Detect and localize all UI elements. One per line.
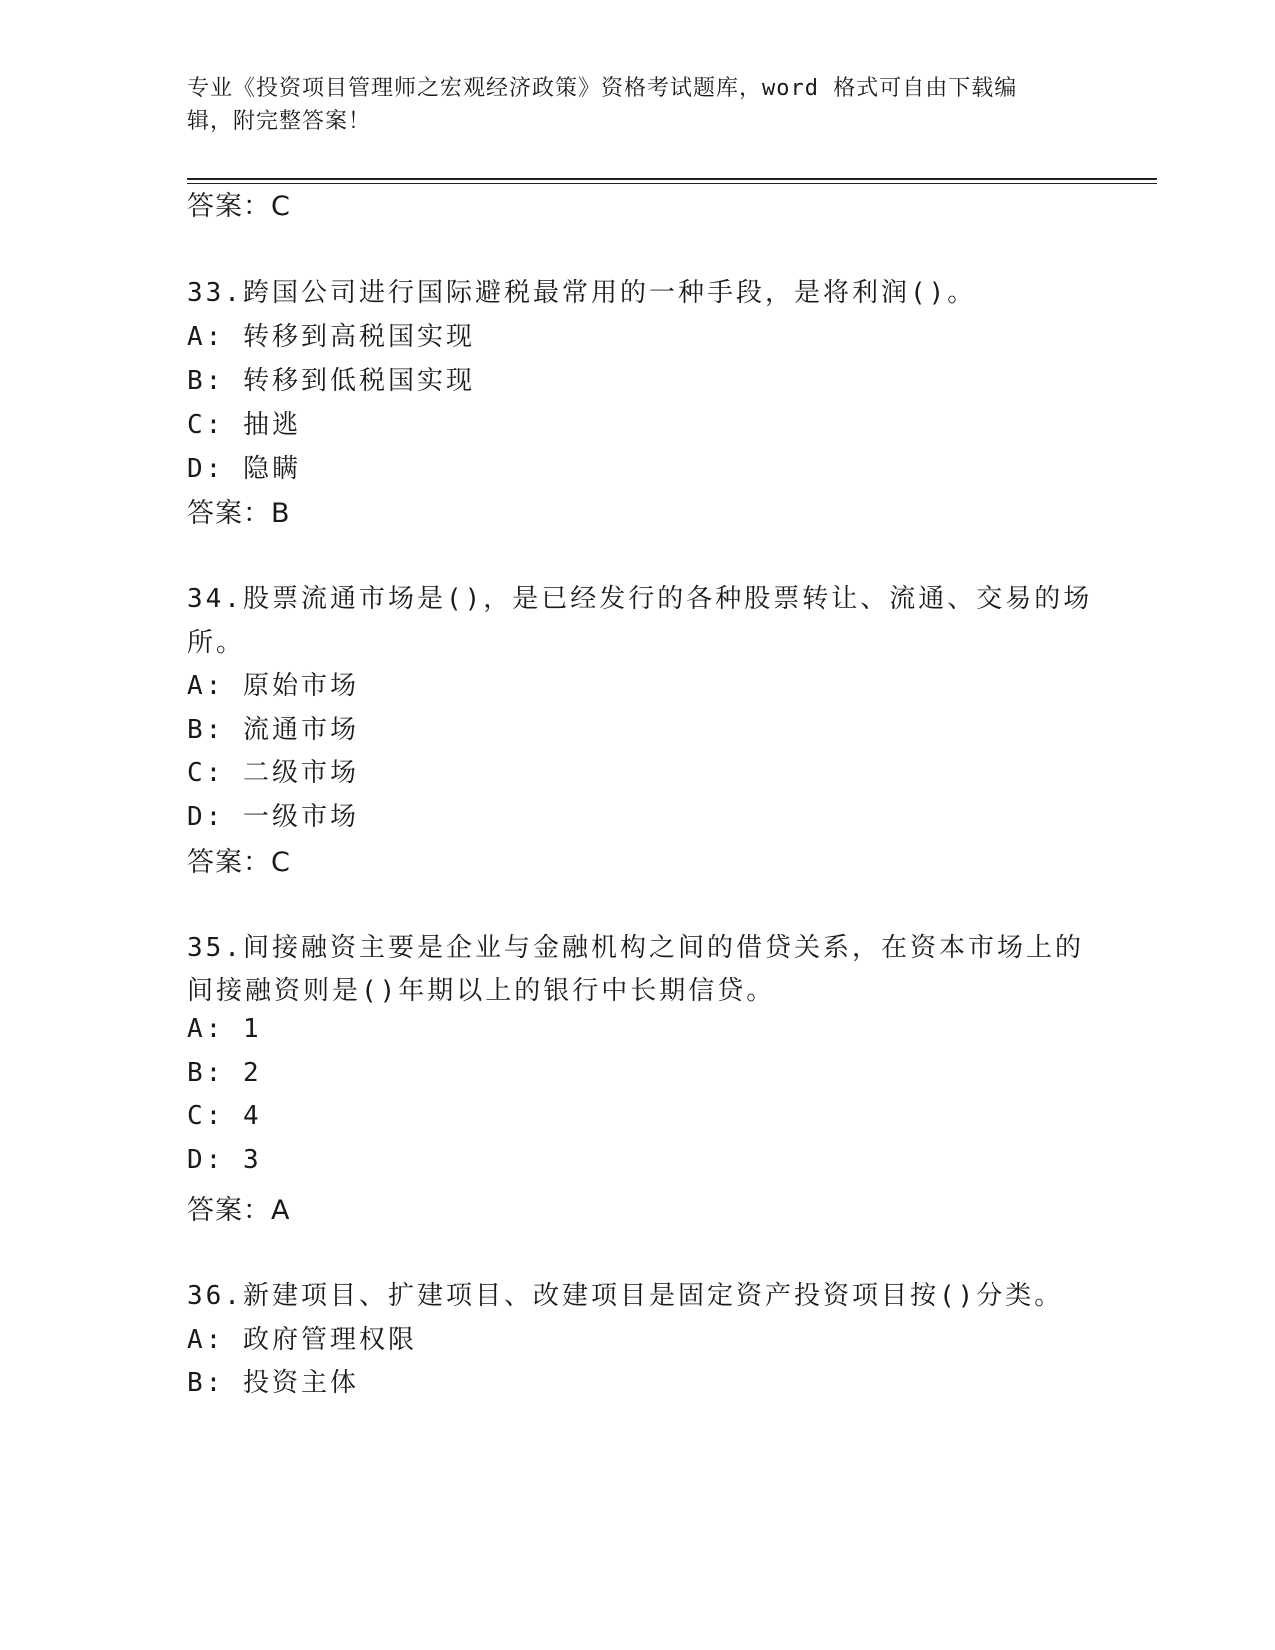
header-line-1: 专业《投资项目管理师之宏观经济政策》资格考试题库，word 格式可自由下载编 [187,76,1018,101]
question-36-option-a: A: 政府管理权限 [187,1325,417,1355]
document-header [187,72,1067,138]
question-33-option-a: A: 转移到高税国实现 [187,322,475,352]
question-35-stem-line-1: 35.间接融资主要是企业与金融机构之间的借贷关系，在资本市场上的 [187,933,1084,963]
header-line-2: 辑，附完整答案！ [187,109,372,134]
question-35-option-c: C: 4 [187,1101,262,1131]
question-34-option-c: C: 二级市场 [187,758,359,788]
header-rule [187,178,1157,180]
question-34-stem-line-1: 34.股票流通市场是()，是已经发行的各种股票转让、流通、交易的场 [187,584,1093,614]
question-35-stem-line-2: 间接融资则是()年期以上的银行中长期信贷。 [187,976,776,1006]
answer-32: 答案：C [187,191,291,222]
question-35-option-b: B: 2 [187,1058,262,1088]
question-34-option-a: A: 原始市场 [187,671,359,701]
answer-33: 答案：B [187,498,291,529]
answer-35: 答案：A [187,1195,291,1226]
question-34-option-b: B: 流通市场 [187,715,359,745]
question-35-option-a: A: 1 [187,1014,262,1044]
question-33-option-b: B: 转移到低税国实现 [187,366,475,396]
question-34-stem-line-2: 所。 [187,628,246,658]
question-34-option-d: D: 一级市场 [187,802,359,832]
question-33-option-c: C: 抽逃 [187,410,301,440]
question-33-option-d: D: 隐瞒 [187,454,301,484]
question-35-option-d: D: 3 [187,1145,262,1175]
answer-34: 答案：C [187,847,291,878]
header-rule-thin [187,183,1157,184]
question-36-option-b: B: 投资主体 [187,1368,359,1398]
question-36-stem: 36.新建项目、扩建项目、改建项目是固定资产投资项目按()分类。 [187,1281,1064,1311]
question-33-stem: 33.跨国公司进行国际避税最常用的一种手段，是将利润()。 [187,278,977,308]
